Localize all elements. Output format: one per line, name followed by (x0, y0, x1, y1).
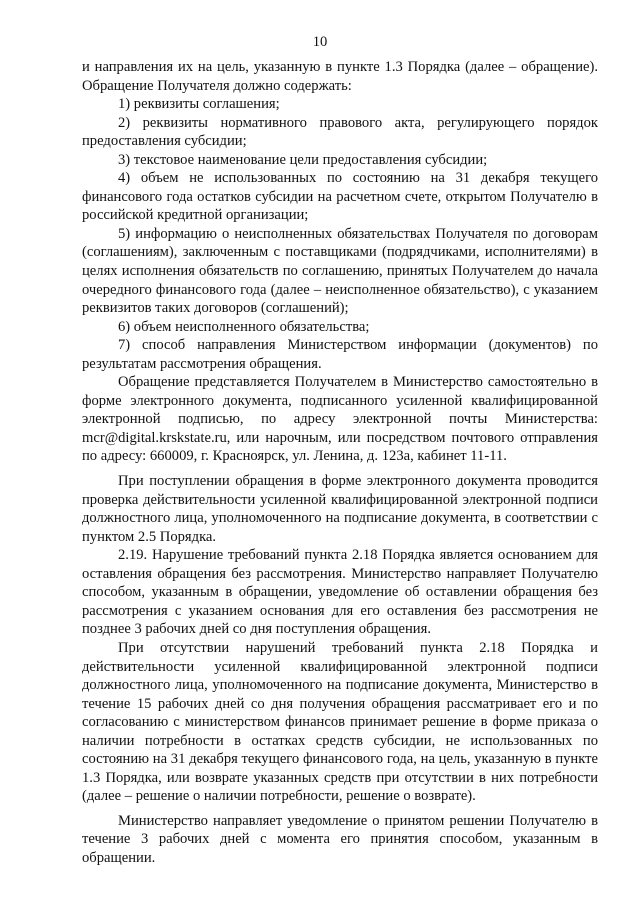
paragraph-continuation: и направления их на цель, указанную в пункте 1.3 Порядка (далее – обращение). Обращение Получателя должно содержать: (82, 59, 598, 94)
document-body (82, 58, 598, 868)
paragraph-submission: Обращение представляется Получателем в Министерство самостоятельно в форме электронного документа, подписанного усиленной квалифицированной электронной подписью, по адресу электронной почты Министерства: mcr@digital.krskstate.ru, или нарочным, или посредством почтового отправления по адресу: 660009, г. Красноярск, ул. Ленина, д. 123а, кабинет 11-11. (82, 374, 598, 465)
list-item-2: 2) реквизиты нормативного правового акта, регулирующего порядок предоставления субсидии; (82, 114, 598, 150)
paragraph-verification: При поступлении обращения в форме электронного документа проводится проверка действительности усиленной квалифицированной электронной подписи должностного лица, уполномоченного на подписание документа, в соответствии с пунктом 2.5 Порядка. (82, 473, 598, 545)
list-item-4: 4) объем не использованных по состоянию на 31 декабря текущего финансового года остатков субсидии на расчетном счете, открытом Получателю в российской кредитной организации; (82, 170, 598, 224)
paragraph-notification: Министерство направляет уведомление о принятом решении Получателю в течение 3 рабочих дней с момента его принятия способом, указанным в обращении. (82, 812, 598, 866)
list-item-5: 5) информацию о неисполненных обязательствах Получателя по договорам (соглашениям), заключенным с поставщиками (подрядчиками, исполнителями) в целях исполнения обязательств по соглашению, принятых Получателем до начала очередного финансового года (далее – неисполненное обязательство), с указанием реквизитов таких договоров (соглашений); (82, 225, 598, 317)
page-number: 10 (312, 34, 328, 50)
list-item-1: 1) реквизиты соглашения; (118, 96, 280, 113)
paragraph-decision: При отсутствии нарушений требований пункта 2.18 Порядка и действительности усиленной квалифицированной электронной подписи должностного лица, уполномоченного на подписание документа, Министерство в течение 15 рабочих дней со дня получения обращения рассматривает его и по согласованию с министерством финансов принимает решение в форме приказа о наличии потребности в остатках средств субсидии, не использованных по состоянию на 31 декабря текущего финансового года, на цель, указанную в пункте 1.3 Порядка, или возврате указанных средств при отсутствии в них потребности (далее – решение о наличии потребности, решение о возврате). (82, 639, 598, 805)
paragraph-2-19: 2.19. Нарушение требований пункта 2.18 Порядка является основанием для оставления обращения без рассмотрения. Министерство направляет Получателю способом, указанным в обращении, уведомление об оставлении обращения без рассмотрения с указанием основания для его оставления без рассмотрения не позднее 3 рабочих дней со дня поступления обращения. (82, 547, 598, 638)
list-item-3: 3) текстовое наименование цели предоставления субсидии; (118, 151, 488, 168)
list-item-6: 6) объем неисполненного обязательства; (118, 318, 370, 335)
list-item-7: 7) способ направления Министерством информации (документов) по результатам рассмотрения обращения. (82, 337, 598, 372)
